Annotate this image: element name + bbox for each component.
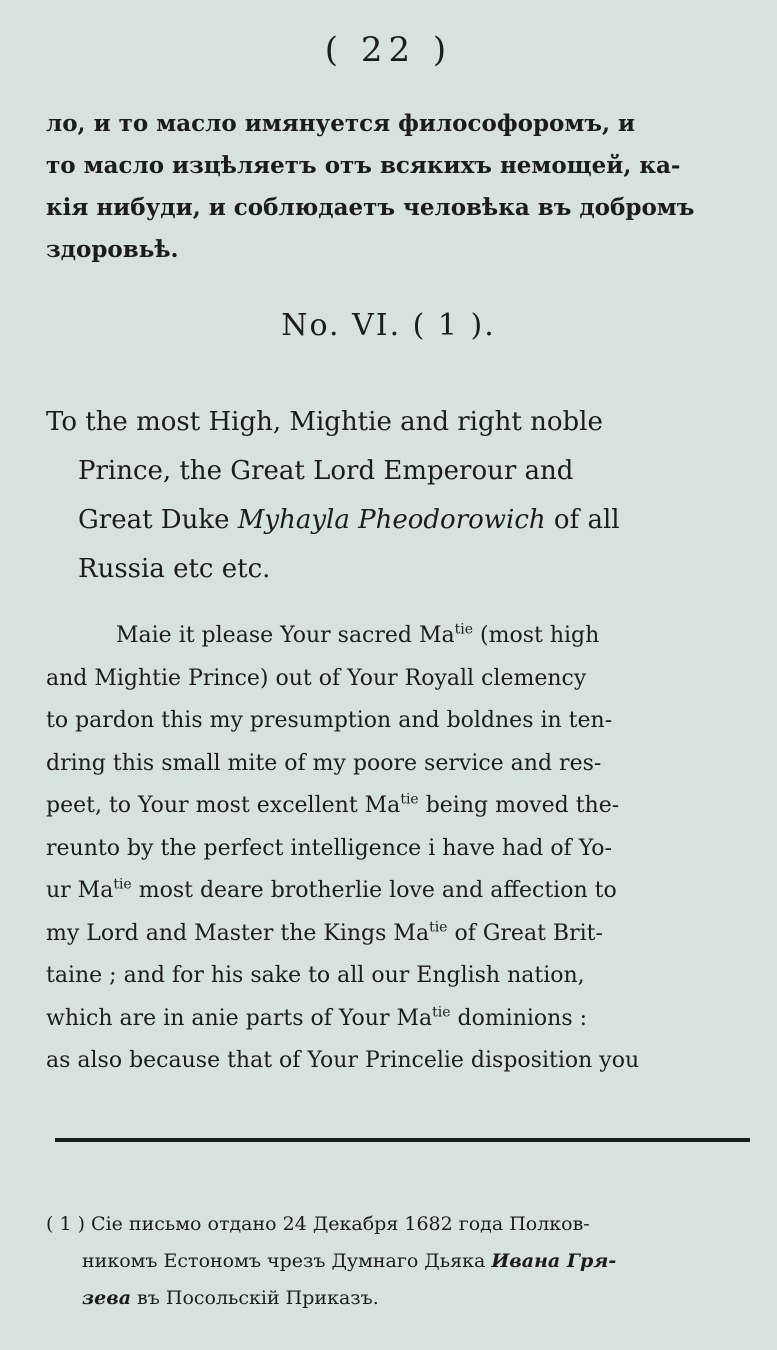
- section-heading: No. VI. ( 1 ).: [281, 308, 496, 343]
- text-line: кія нибуди, и соблюдаетъ человѣка въ добромъ: [46, 194, 695, 221]
- text-line: то масло изцѣляетъ отъ всякихъ немощей, ка-: [46, 152, 681, 179]
- text-line: reunto by the perfect intelligence i have had of Yo-: [46, 835, 612, 861]
- footnote: [46, 1206, 758, 1317]
- text-line: as also because that of Your Princelie disposition you: [46, 1048, 640, 1073]
- address-line: Prince, the Great Lord Emperour and: [78, 456, 574, 486]
- text-line: my Lord and Master the Kings $Ma^{tie}$ of Great Brit-: [46, 919, 603, 946]
- page-number: ( 22 ): [324, 30, 453, 70]
- text-line: ло, и то масло имянуется философоромъ, и: [46, 110, 636, 137]
- footnote-line: зева въ Посольскій Приказъ.: [82, 1287, 379, 1309]
- letter-body: [46, 615, 758, 1083]
- clerk-name: Ивана Гря-: [491, 1250, 617, 1272]
- text-line: peet, to Your most excellent $Ma^{tie}$ being moved the-: [46, 791, 620, 818]
- footnote-divider: [55, 1138, 750, 1142]
- text-line: which are in anie parts of Your $Ma^{tie}$ dominions :: [46, 1004, 588, 1031]
- text-line: ur $Ma^{tie}$ most deare brotherlie love and affection to: [46, 876, 617, 903]
- text-line: Maie it please Your sacred $Ma^{tie}$ (most high: [116, 621, 600, 648]
- russian-paragraph: [46, 103, 758, 271]
- letter-address: [46, 398, 758, 594]
- address-line: Great Duke Myhayla Pheodorowich of all: [78, 505, 620, 535]
- text-line: здоровьѣ.: [46, 236, 179, 263]
- footnote-line: никомъ Естономъ чрезъ Думнаго Дьяка Ивана Гря-: [82, 1250, 617, 1272]
- tsar-name: Myhayla Pheodorowich: [237, 505, 546, 535]
- footnote-line: ( 1 ) Сіе письмо отдано 24 Декабря 1682 года Полков-: [46, 1213, 590, 1235]
- text-line: and Mightie Prince) out of Your Royall clemency: [46, 665, 587, 691]
- address-line: To the most High, Mightie and right noble: [46, 407, 603, 437]
- text-line: to pardon this my presumption and boldnes in ten-: [46, 708, 613, 733]
- address-line: Russia etc etc.: [78, 554, 271, 584]
- text-line: dring this small mite of my poore service and res-: [46, 750, 602, 776]
- text-line: taine ; and for his sake to all our English nation,: [46, 963, 585, 988]
